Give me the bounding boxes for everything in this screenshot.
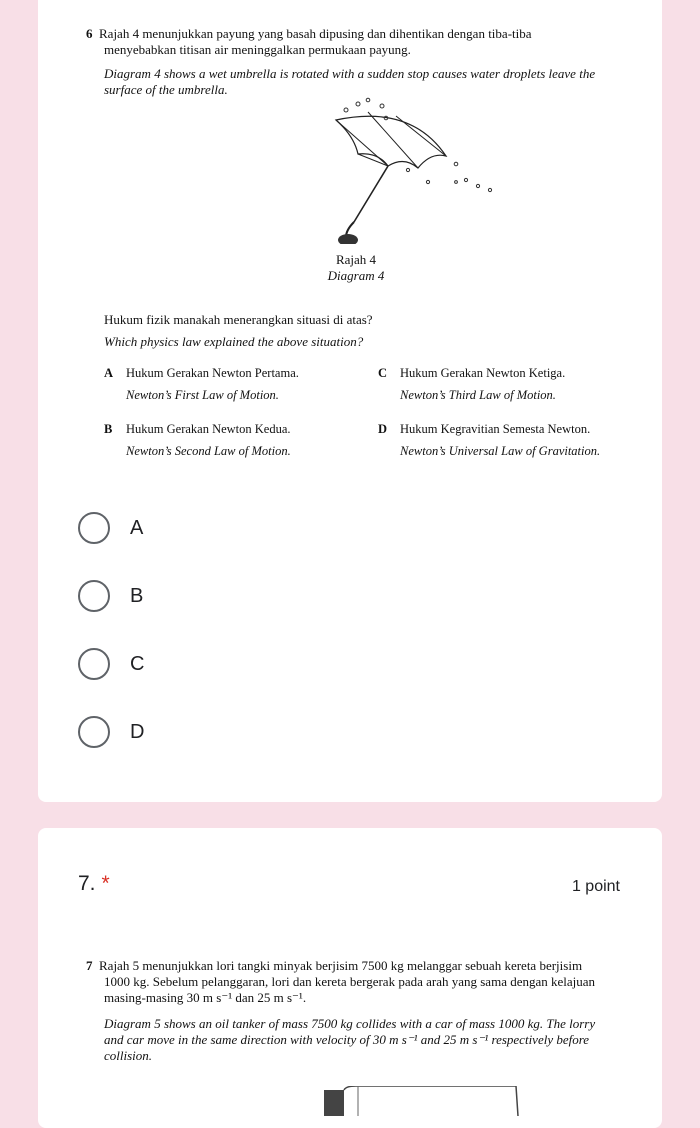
- diagram-caption-en: Diagram 4: [327, 268, 385, 283]
- question-6-image: [86, 26, 626, 486]
- question-7-number: 7: [86, 958, 93, 973]
- q6-option-d: D Hukum Kegravitian Semesta Newton.: [378, 422, 591, 436]
- choice-a[interactable]: [78, 508, 143, 548]
- radio-d[interactable]: [78, 716, 110, 748]
- question-7-image: [86, 958, 626, 1128]
- choice-c-label: C: [130, 652, 145, 675]
- q7-en-text-3: collision.: [104, 1048, 153, 1063]
- q7-en-text-2: and car move in the same direction with velocity of 30 m s⁻¹ and 25 m s⁻¹ respectively before: [104, 1032, 590, 1047]
- q6-en-text-1: Diagram 4 shows a wet umbrella is rotated with a sudden stop causes water droplets leave the: [104, 66, 596, 81]
- q6-option-c-en: Newton’s Third Law of Motion.: [400, 388, 556, 402]
- question-6-card: [38, 0, 662, 802]
- question-7-title: 7. *: [78, 872, 110, 895]
- q6-en-text-2: surface of the umbrella.: [104, 82, 228, 97]
- question-7-card: [38, 828, 662, 1128]
- lorry-diagram: [286, 1086, 526, 1116]
- choice-b[interactable]: [78, 576, 143, 616]
- choice-b-label: B: [130, 584, 144, 607]
- radio-a[interactable]: [78, 512, 110, 544]
- q7-ms-text-2: 1000 kg. Sebelum pelanggaran, lori dan kereta bergerak pada arah yang sama dengan kelajuan: [104, 974, 596, 989]
- choice-c[interactable]: [78, 644, 144, 684]
- q6-option-c: C Hukum Gerakan Newton Ketiga.: [378, 366, 566, 380]
- radio-c[interactable]: [78, 648, 110, 680]
- q6-ms-text-2: menyebabkan titisan air meninggalkan permukaan payung.: [104, 42, 411, 57]
- umbrella-diagram: [296, 94, 516, 244]
- q7-en-text-1: Diagram 5 shows an oil tanker of mass 7500 kg collides with a car of mass 1000 kg. The lorry: [104, 1016, 596, 1031]
- q6-option-a-en: Newton’s First Law of Motion.: [126, 388, 279, 402]
- choice-d-label: D: [130, 720, 145, 743]
- q6-question-en: Which physics law explained the above situation?: [104, 334, 364, 349]
- question-6-number: 6: [86, 26, 93, 41]
- required-mark: *: [101, 872, 110, 895]
- q6-ms-text-1: Rajah 4 menunjukkan payung yang basah dipusing dan dihentikan dengan tiba-tiba: [99, 26, 532, 41]
- q6-option-a: A Hukum Gerakan Newton Pertama.: [104, 366, 299, 380]
- q6-question-ms: Hukum fizik manakah menerangkan situasi di atas?: [104, 312, 373, 327]
- choice-d[interactable]: [78, 712, 144, 752]
- radio-b[interactable]: [78, 580, 110, 612]
- q7-ms-text-3: masing-masing 30 m s⁻¹ dan 25 m s⁻¹.: [104, 990, 307, 1005]
- q6-option-d-en: Newton’s Universal Law of Gravitation.: [400, 444, 601, 458]
- diagram-caption-ms: Rajah 4: [335, 252, 377, 267]
- q6-option-b: B Hukum Gerakan Newton Kedua.: [104, 422, 291, 436]
- q7-ms-text-1: Rajah 5 menunjukkan lori tangki minyak berjisim 7500 kg melanggar sebuah kereta berjisim: [99, 958, 583, 973]
- question-7-points: 1 point: [571, 878, 620, 895]
- choice-a-label: A: [130, 516, 144, 539]
- q6-option-b-en: Newton’s Second Law of Motion.: [126, 444, 291, 458]
